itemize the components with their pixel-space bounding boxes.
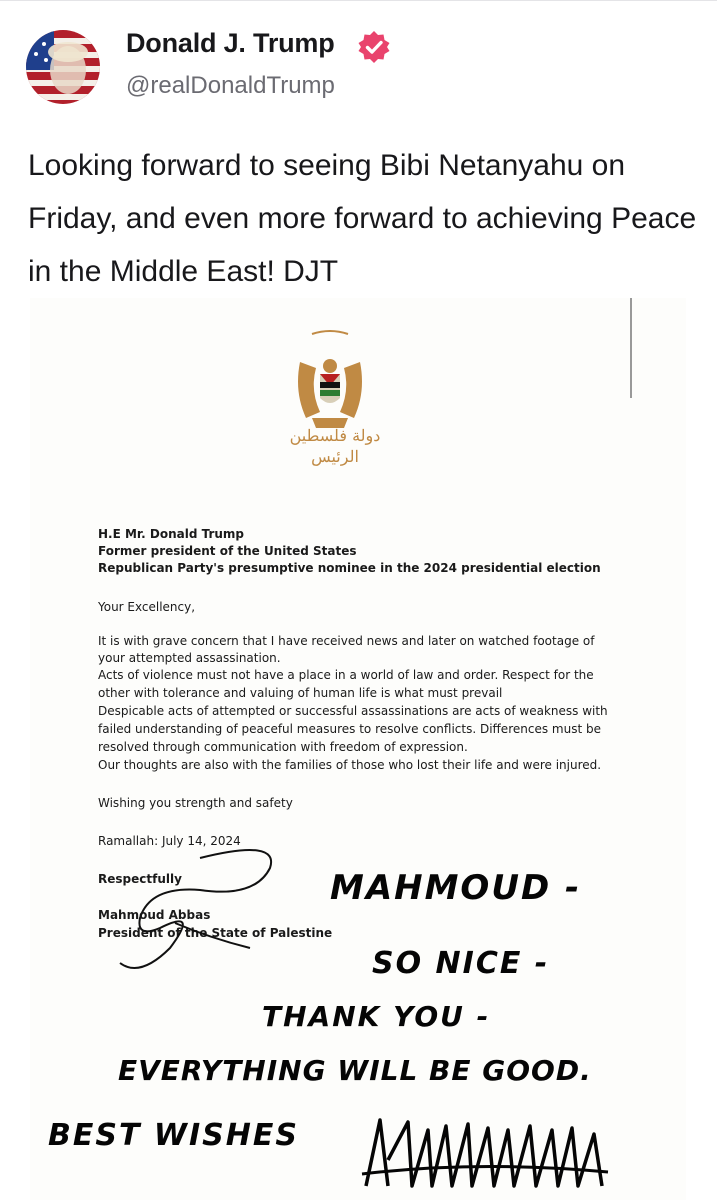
salutation: Your Excellency, [98,600,196,614]
wishes-line: Wishing you strength and safety [98,796,293,810]
note-line3: THANK YOU - [262,1000,491,1033]
signer-name: Mahmoud Abbas [98,908,211,922]
seal-caption-line1: دولة فلسطين [289,426,381,445]
body-line: failed understanding of peaceful measures to resolve conflicts. Differences must be [98,722,601,736]
place-date: Ramallah: July 14, 2024 [98,834,241,848]
top-divider [0,0,717,1]
body-line: Despicable acts of attempted or successful assassinations are acts of weakness with [98,704,608,718]
post-text: Looking forward to seeing Bibi Netanyahu on Friday, and even more forward to achieving Peace in the Middle East! DJT [28,149,697,288]
recipient-line3: Republican Party's presumptive nominee in the 2024 presidential election [98,561,601,575]
seal-caption-line2: الرئيس [311,446,359,466]
note-line1: MAHMOUD - [330,868,582,908]
recipient-line2: Former president of the United States [98,544,357,558]
author-name[interactable]: Donald J. Trump [126,28,335,58]
avatar[interactable] [26,30,100,104]
body-line: resolved through communication with freedom of expression. [98,740,468,754]
palestinian-eagle-seal-icon [290,312,370,442]
verified-badge-icon [357,30,391,64]
body-line: other with tolerance and valuing of human life is what must prevail [98,686,503,700]
body-line: your attempted assassination. [98,651,281,665]
recipient-line1: H.E Mr. Donald Trump [98,527,245,541]
body-line: It is with grave concern that I have received news and later on watched footage of [98,634,595,648]
author-handle[interactable]: @realDonaldTrump [126,72,335,99]
note-line5: BEST WISHES [48,1118,299,1153]
page-edge [630,298,632,398]
signer-title: President of the State of Palestine [98,926,333,940]
closing: Respectfully [98,872,182,886]
trump-signature [358,1100,618,1192]
note-line4: EVERYTHING WILL BE GOOD. [118,1054,592,1087]
note-line2: SO NICE - [372,946,550,981]
body-line: Acts of violence must not have a place in a world of law and order. Respect for the [98,668,594,682]
body-line: Our thoughts are also with the families of those who lost their life and were injured. [98,758,602,772]
abbas-signature [80,828,300,978]
seal-caption [270,426,400,468]
